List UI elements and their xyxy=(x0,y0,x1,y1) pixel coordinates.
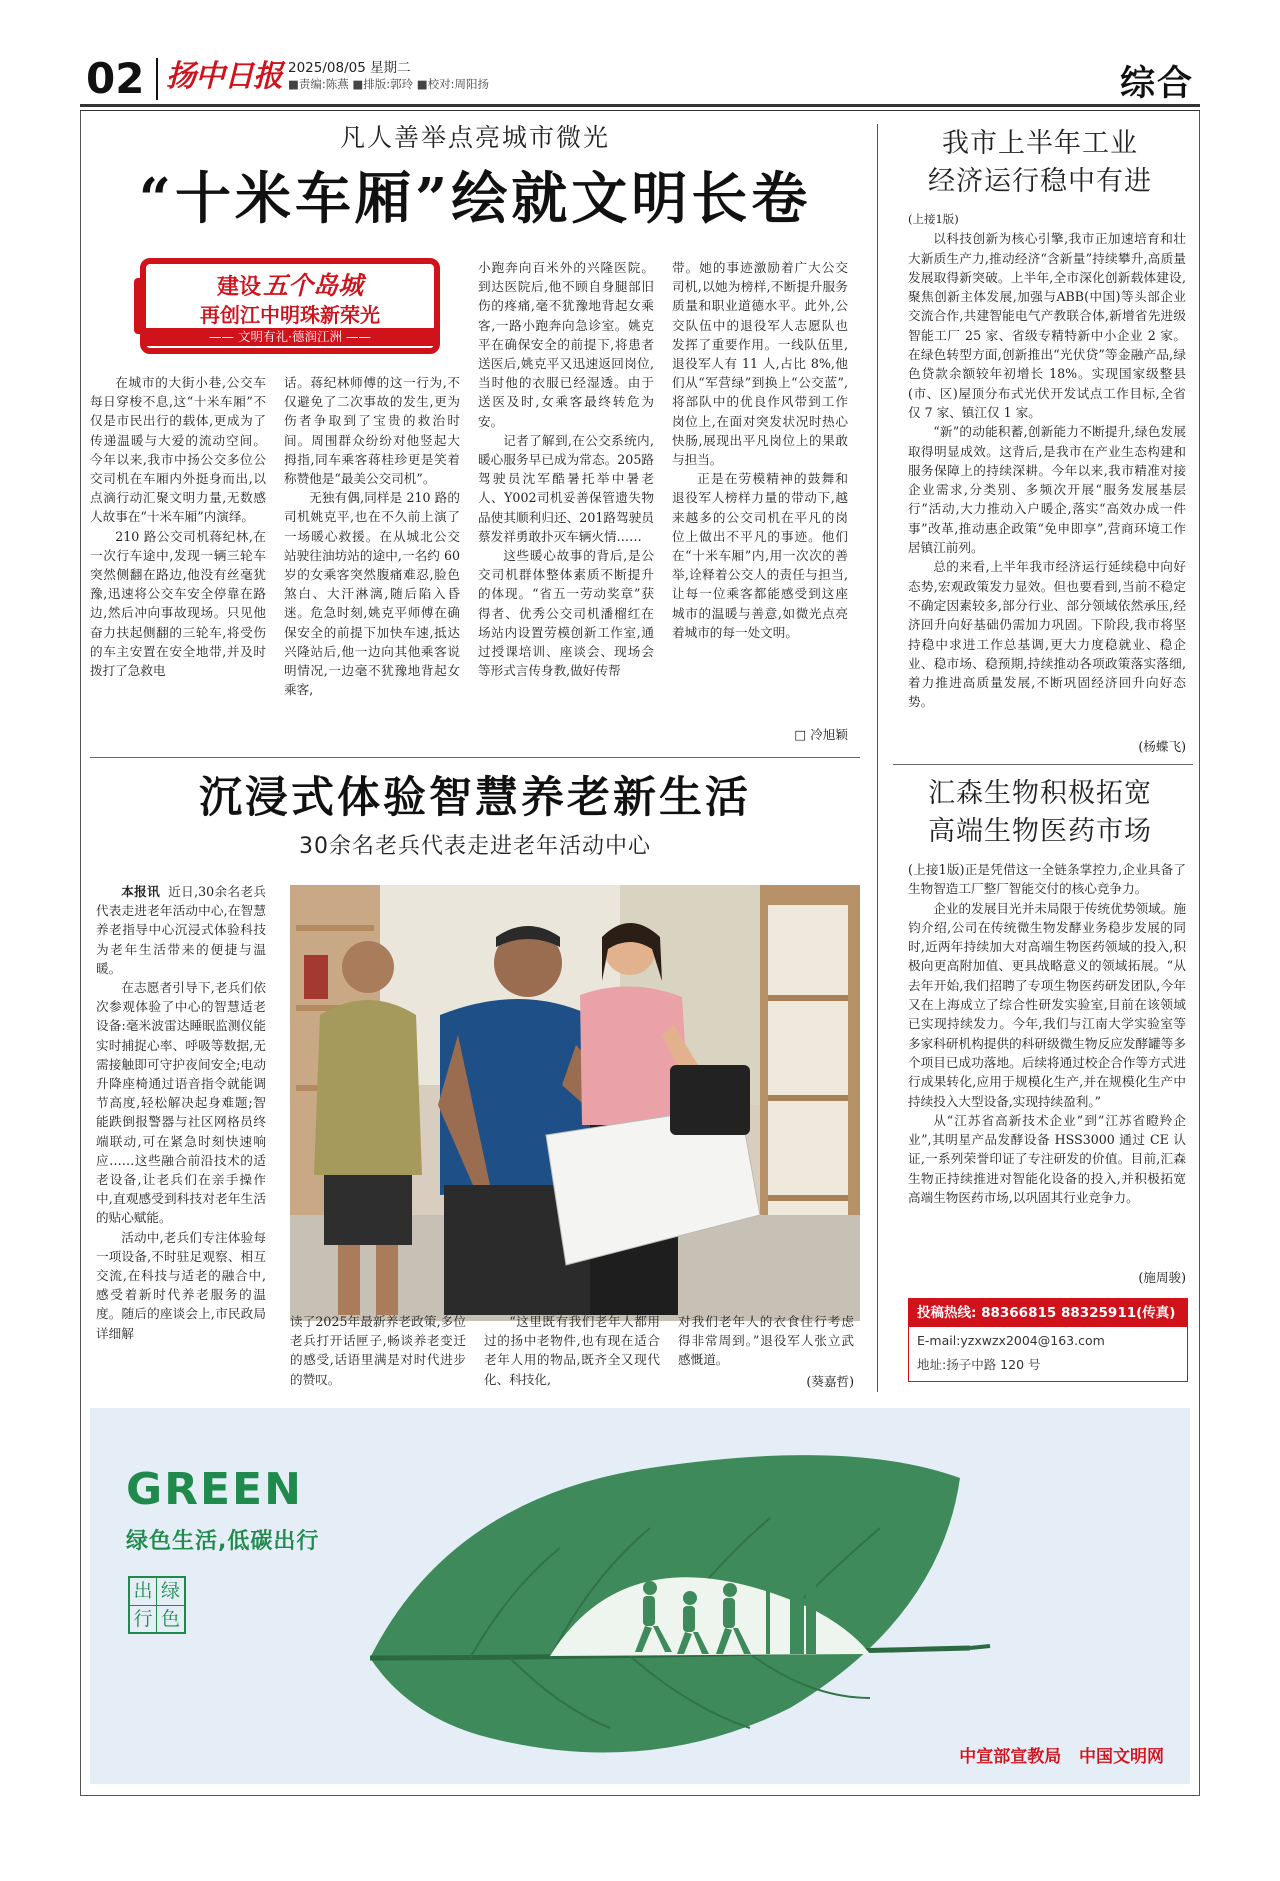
side2-headline-line1: 汇森生物积极拓宽 xyxy=(928,778,1152,809)
ad-seal xyxy=(128,1576,186,1634)
seal-char: 出 xyxy=(130,1578,157,1606)
article1-column-1 xyxy=(90,373,266,680)
paragraph: 读了2025年最新养老政策,多位老兵打开话匣子,畅谈养老变迁的感受,话语里满是对时代进步的赞叹。 xyxy=(290,1314,466,1387)
side2-byline: (施周骏) xyxy=(1138,1270,1186,1285)
logo-left-tab xyxy=(134,278,144,334)
article2-column-2 xyxy=(290,1312,466,1389)
ad-footer: 中宣部宣教局 中国文明网 xyxy=(959,1747,1164,1767)
contact-box xyxy=(908,1298,1188,1382)
ad-slogan: 绿色生活,低碳出行 xyxy=(126,1529,320,1554)
article2-byline: (葵嘉哲) xyxy=(806,1374,854,1389)
paragraph: 从“江苏省高新技术企业”到“江苏省瞪羚企业”,其明星产品发酵设备 HSS3000 通过 CE 认证,一系列荣誉印证了专注研发的价值。目前,汇森生物正持续推进对智能化设备的投入,并积极拓宽高端生物医药市场,以巩固其行业竞争力。 xyxy=(908,1112,1186,1206)
paragraph: 小跑奔向百米外的兴隆医院。到达医院后,他不顾自身腿部旧伤的疼痛,毫不犹豫地背起女乘客,一路小跑奔向急诊室。姚克平在确保安全的前提下,将患者送医后,姚克平又迅速返回岗位,当时他的衣服已经湿透。由于送医及时,女乘客最终转危为安。 xyxy=(478,260,654,429)
seal-char: 行 xyxy=(130,1606,157,1633)
logo-line1-brush: 五个岛城 xyxy=(263,271,364,300)
contact-address: 地址:扬子中路 120 号 xyxy=(917,1357,1041,1372)
side1-continuation: (上接1版) xyxy=(908,212,959,226)
article-separator xyxy=(90,757,860,758)
paragraph: (上接1版)正是凭借这一全链条掌控力,企业具备了生物智造工厂整厂智能交付的核心竞争力。 xyxy=(908,862,1186,897)
page-number-divider xyxy=(156,58,158,100)
paragraph: “新”的动能积蓄,创新能力不断提升,绿色发展取得明显成效。这背后,是我市在产业生态构建和服务保障上的持续深耕。今年以来,我市精准对接企业需求,分类别、多频次开展“服务发展基层行”活动,大力推动入户暖企,落实“高效办成一件事”改革,推动惠企政策“免申即享”,营商环境工作居镇江前列。 xyxy=(908,424,1186,556)
paragraph: 这些暖心故事的背后,是公交司机群体整体素质不断提升的体现。“省五一劳动奖章”获得者、优秀公交司机潘榴红在场站内设置劳模创新工作室,通过授课培训、座谈会、现场会等形式言传身教,做好传帮 xyxy=(478,548,654,679)
paragraph: 企业的发展目光并未局限于传统优势领域。施钧介绍,公司在传统微生物发酵业务稳步发展的同时,近两年持续加大对高端生物医药领域的投入,积极向更高附加值、更具战略意义的领域拓展。“从去年开始,我们招聘了专项生物医药研发团队,今年又在上海成立了综合性研发实验室,目前在该领域已实现持续发力。今年,我们与江南大学实验室等多家科研机构提供的科研级微生物反应发酵罐等多个项目已成功落地。后续将通过校企合作等方式进行成果转化,应用于规模化生产,并在规模化生产中持续投入大型设备,实现持续盈利。” xyxy=(908,900,1186,1109)
side2-body xyxy=(908,860,1186,1207)
article2-column-1 xyxy=(96,882,266,1343)
issue-date: 2025/08/05 星期二 xyxy=(288,60,411,76)
paragraph: 活动中,老兵们专注体验每一项设备,不时驻足观察、相互交流,在科技与适老的融合中,感受着新时代养老服务的温度。随后的座谈会上,市民政局详细解 xyxy=(96,1229,266,1341)
ad-green-word: GREEN xyxy=(126,1464,303,1515)
masthead xyxy=(80,52,1200,108)
side1-headline-line1: 我市上半年工业 xyxy=(942,128,1138,159)
paragraph: 话。蒋纪林师傅的这一行为,不仅避免了二次事故的发生,更为伤者争取到了宝贵的救治时间。周围群众纷纷对他竖起大拇指,同车乘客蒋桂珍更是笑着称赞他是“最美公交司机”。 xyxy=(284,375,460,487)
civilization-logo xyxy=(140,258,440,354)
logo-line2: 再创江中明珠新荣光 xyxy=(200,303,380,327)
side1-headline-line2: 经济运行稳中有进 xyxy=(928,166,1152,197)
side2-headline-line2: 高端生物医药市场 xyxy=(928,816,1152,847)
lead-text: 近日,30余名老兵代表走进老年活动中心,在智慧养老指导中心沉浸式体验科技为老年生活带来的便捷与温暖。 xyxy=(96,884,267,976)
hotline-numbers: 88366815 88325911(传真) xyxy=(981,1305,1176,1321)
side1-byline: (杨蝶飞) xyxy=(1138,739,1186,754)
side1-body xyxy=(908,210,1186,712)
contact-email: E-mail:yzxwzx2004@163.com xyxy=(917,1333,1105,1348)
article2-subhead: 30余名老兵代表走进老年活动中心 xyxy=(299,834,651,859)
article2-photo xyxy=(290,885,860,1321)
paragraph: 无独有偶,同样是 210 路的司机姚克平,也在不久前上演了一场暖心救援。在从城北公交站驶往油坊站的途中,一名约 60 岁的女乘客突然腹痛难忍,脸色煞白、大汗淋漓,随后陷入昏迷。危急时刻,姚克平师傅在确保安全的前提下加快车速,抵达兴隆站后,他一边向其他乘客说明情况,一边毫不犹豫地背起女乘客, xyxy=(284,490,460,698)
paragraph: 正是在劳模精神的鼓舞和退役军人榜样力量的带动下,越来越多的公交司机在平凡的岗位上做出不平凡的事迹。他们在“十米车厢”内,用一次次的善举,诠释着公交人的责任与担当,让每一位乘客都能感受到这座城市的温暖与善意,如微光点亮着城市的每一处文明。 xyxy=(672,471,848,640)
article2-headline: 沉浸式体验智慧养老新生活 xyxy=(199,773,751,823)
article2-column-3 xyxy=(484,1312,660,1389)
paragraph: 以科技创新为核心引擎,我市正加速培育和壮大新质生产力,推动经济“含新量”持续攀升,高质量发展取得新突破。上半年,全市深化创新载体建设,聚焦创新主体发展,加强与ABB(中国)等头部企业交流合作,共建智能电气产教联合体,新增省先进级智能工厂 25 家、省级专精特新中小企业 2 家。在绿色转型方面,创新推出“光伏贷”等金融产品,绿色贷款余额较年初增长 18%。实现国家级整县(市、区)屋顶分布式光伏开发试点工作目标,全省仅 7 家、镇江仅 1 家。 xyxy=(908,231,1186,420)
paragraph xyxy=(96,882,266,978)
lead-label: 本报讯 xyxy=(121,884,161,899)
paragraph: 在城市的大街小巷,公交车每日穿梭不息,这“十米车厢”不仅是市民出行的载体,更成为了传递温暖与大爱的流动空间。今年以来,我市中扬公交多位公交司机在车厢内外挺身而出,以点滴行动汇聚文明力量,无数感人故事在“十米车厢”内演绎。 xyxy=(90,375,266,525)
paragraph: 总的来看,上半年我市经济运行延续稳中向好态势,宏观政策发力显效。但也要看到,当前不稳定不确定因素较多,部分行业、部分领域依然承压,经济回升向好基础仍需加力巩固。下阶段,我市将坚持稳中求进工作总基调,更大力度稳就业、稳企业、稳市场、稳预期,持续推动各项政策落实落细,着力推进高质量发展,不断巩固经济回升向好态势。 xyxy=(908,559,1186,710)
paragraph: 记者了解到,在公交系统内,暖心服务早已成为常态。205路驾驶员沈军酷暑托举中暑老人、Y002司机妥善保管遗失物品使其顺利归还、201路驾驶员蔡发祥勇敢扑灭车辆火情…… xyxy=(478,432,654,544)
hotline-label: 投稿热线: xyxy=(917,1305,977,1321)
seal-char: 绿 xyxy=(157,1578,184,1606)
side1-headline xyxy=(893,125,1187,201)
column-divider xyxy=(877,124,878,1392)
sidebar-separator xyxy=(893,764,1193,765)
logo-line1-prefix: 建设 xyxy=(216,275,261,300)
paragraph: 210 路公交司机蒋纪林,在一次行车途中,发现一辆三轮车突然侧翻在路边,他没有丝毫犹豫,迅速将公交车安全停靠在路边,然后冲向事故现场。只见他奋力扶起侧翻的三轮车,将受伤的车主安置在安全地带,并及时拨打了急救电 xyxy=(90,528,266,679)
paper-name-logo: 扬中日报 xyxy=(166,59,282,94)
article1-column-3 xyxy=(478,258,654,680)
logo-line1 xyxy=(146,272,434,302)
hotline-bar xyxy=(909,1299,1187,1327)
page-number: 02 xyxy=(86,54,145,103)
article1-column-4 xyxy=(672,258,848,642)
article1-byline: □ 冷旭颖 xyxy=(794,727,848,742)
paragraph: 带。她的事迹激励着广大公交司机,以她为榜样,不断提升服务质量和职业道德水平。此外,公交队伍中的退役军人志愿队也发挥了重要作用。一线队伍里,退役军人有 11 人,占比 8%,他们从“军营绿”到换上“公交蓝”,将部队中的优良作风带到工作岗位上,在面对突发状况时热心快肠,展现出平凡岗位上的果敢与担当。 xyxy=(672,260,848,468)
article1-column-2 xyxy=(284,373,460,699)
article1-kicker: 凡人善举点亮城市微光 xyxy=(339,123,610,152)
paragraph: 在志愿者引导下,老兵们依次参观体验了中心的智慧适老设备:毫米波雷达睡眠监测仪能实时捕捉心率、呼吸等数据,无需接触即可守护夜间安全;电动升降座椅通过语音指令就能调节高度,轻松解决起身难题;智能跌倒报警器与社区网格员终端联动,可在紧急时刻快速响应……这些融合前沿技术的适老设备,让老兵们在亲手操作中,直观感受到科技对老年生活的贴心赋能。 xyxy=(96,980,266,1226)
masthead-rule-thick xyxy=(80,104,1200,107)
staff-credits: ■责编:陈燕 ■排版:郭玲 ■校对:周阳扬 xyxy=(288,77,490,91)
logo-line3: —— 文明有礼·德润江洲 —— xyxy=(146,328,434,346)
article1-headline: “十米车厢”绘就文明长卷 xyxy=(138,166,812,232)
section-name: 综合 xyxy=(1119,64,1194,104)
green-ad xyxy=(90,1408,1190,1784)
seal-char: 色 xyxy=(160,1608,180,1630)
article2-column-4 xyxy=(678,1312,854,1370)
paragraph: “这里既有我们老年人都用过的扬中老物件,也有现在适合老年人用的物品,既齐全又现代化、科技化, xyxy=(484,1314,660,1387)
side2-headline xyxy=(893,775,1187,851)
paragraph: 对我们老年人的衣食住行考虑得非常周到。”退役军人张立武感慨道。 xyxy=(678,1314,854,1368)
